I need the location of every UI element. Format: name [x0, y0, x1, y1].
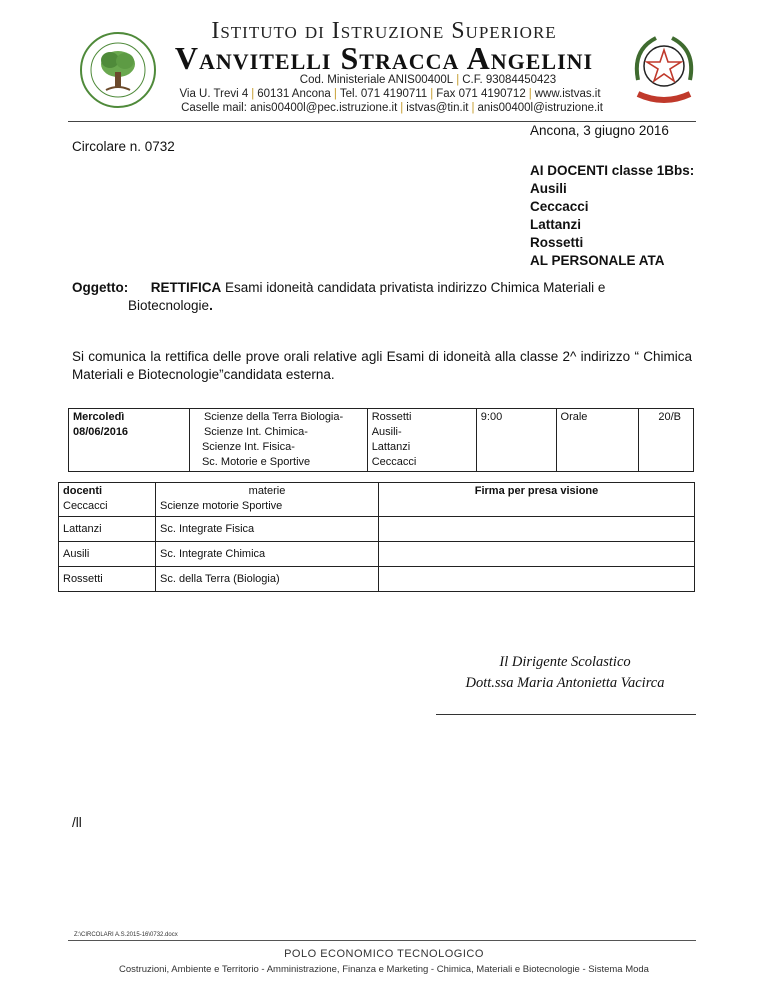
school-name-heading: Vanvitelli Stracca Angelini: [174, 40, 594, 76]
school-type-heading: Istituto di Istruzione Superiore: [211, 18, 557, 44]
initials-reference: /ll: [72, 815, 82, 830]
document-date: Ancona, 3 giugno 2016: [530, 123, 669, 138]
separator-icon: |: [400, 102, 404, 114]
separator-icon: |: [251, 88, 255, 100]
exam-teacher: Ceccacci: [371, 456, 417, 468]
recipient-line: AI DOCENTI classe 1Bbs:: [530, 163, 695, 178]
exam-subject: Sc. Motorie e Sportive: [201, 456, 311, 468]
exam-type: Orale: [556, 409, 638, 472]
exam-date-cell: [69, 409, 190, 472]
street-address: Via U. Trevi 4: [179, 88, 249, 100]
exam-time: 9:00: [476, 409, 556, 472]
exam-subjects-cell: [189, 409, 367, 472]
signature-line: [436, 714, 696, 715]
separator-icon: |: [471, 102, 475, 114]
signer-title: Il Dirigente Scolastico: [499, 654, 631, 670]
signature-field[interactable]: [379, 517, 695, 542]
recipient-line: Lattanzi: [530, 217, 582, 232]
recipient-line: AL PERSONALE ATA: [530, 253, 665, 268]
exam-subject: Scienze Int. Chimica-: [203, 426, 308, 438]
separator-icon: |: [528, 88, 532, 100]
table-row: [59, 542, 695, 567]
separator-icon: |: [456, 74, 460, 86]
exam-teacher: Lattanzi: [371, 441, 411, 453]
city-address: 60131 Ancona: [257, 88, 331, 100]
fiscal-code: C.F. 93084450423: [462, 74, 557, 86]
website-link[interactable]: www.istvas.it: [534, 88, 601, 100]
separator-icon: |: [333, 88, 337, 100]
footer-title: POLO ECONOMICO TECNOLOGICO: [284, 948, 484, 960]
pec-mail[interactable]: Caselle mail: anis00400l@pec.istruzione.it: [181, 102, 398, 114]
subject-name: Sc. della Terra (Biologia): [156, 567, 379, 592]
teachers-signature-table: [58, 482, 695, 592]
phone-number: Tel. 071 4190711: [339, 88, 428, 100]
exam-schedule-table: [68, 408, 694, 472]
subject-cell: [156, 483, 379, 517]
recipient-line: Ceccacci: [530, 199, 589, 214]
teacher-cell: [59, 483, 156, 517]
subject-highlight: RETTIFICA: [150, 280, 222, 295]
exam-room: 20/B: [638, 409, 693, 472]
exam-teacher: Ausili-: [371, 426, 402, 438]
teacher-name: Ausili: [59, 542, 156, 567]
exam-teachers-cell: [367, 409, 476, 472]
exam-day: Mercoledì: [73, 411, 125, 423]
exam-teacher: Rossetti: [371, 411, 412, 423]
recipient-line: Rossetti: [530, 235, 584, 250]
istruzione-mail[interactable]: anis00400l@istruzione.it: [477, 102, 603, 114]
table-row: [59, 567, 695, 592]
subject-name: Sc. Integrate Fisica: [156, 517, 379, 542]
table-row: [69, 409, 694, 472]
intro-paragraph: Si comunica la rettifica delle prove orali relative agli Esami di idoneità alla classe 2^ indirizzo “ Chimica Materiali e Biotecnologie”candidata esterna.: [72, 349, 692, 382]
fax-number: Fax 071 4190712: [436, 88, 526, 100]
signer-name: Dott.ssa Maria Antonietta Vacirca: [465, 675, 665, 691]
column-header-materie: materie: [248, 485, 286, 497]
exam-subject: Scienze Int. Fisica-: [201, 441, 295, 453]
subject-name: Scienze motorie Sportive: [160, 500, 283, 512]
signature-field[interactable]: [379, 542, 695, 567]
subject-end: .: [209, 298, 213, 313]
column-header-firma: Firma per presa visione: [379, 483, 695, 517]
signature-field[interactable]: [379, 567, 695, 592]
subject-text: Esami idoneità candidata privatista indirizzo Chimica Materiali e: [221, 280, 606, 295]
footer-courses: Costruzioni, Ambiente e Territorio - Amministrazione, Finanza e Marketing - Chimica, Materiali e Biotecnologie - Sistema Moda: [119, 964, 649, 975]
table-row: [59, 517, 695, 542]
ministerial-code: Cod. Ministeriale ANIS00400L: [299, 74, 454, 86]
exam-subject: Scienze della Terra Biologia-: [203, 411, 344, 423]
subject-name: Sc. Integrate Chimica: [156, 542, 379, 567]
table-row: [59, 483, 695, 517]
teacher-name: Ceccacci: [63, 500, 108, 512]
republic-emblem-icon: [626, 30, 702, 110]
column-header-docenti: docenti: [63, 485, 103, 497]
subject-text-cont: Biotecnologie: [128, 298, 210, 313]
recipient-line: Ausili: [530, 181, 567, 196]
teacher-name: Lattanzi: [59, 517, 156, 542]
footer-divider: [68, 940, 696, 941]
exam-date: 08/06/2016: [73, 426, 129, 438]
tin-mail[interactable]: istvas@tin.it: [406, 102, 469, 114]
subject-paragraph: [72, 279, 690, 315]
recipients-block: [530, 162, 694, 270]
circular-number: Circolare n. 0732: [72, 139, 175, 154]
file-path: Z:\CIRCOLARI A.S.2015-16\0732.docx: [74, 932, 178, 938]
teacher-name: Rossetti: [59, 567, 156, 592]
subject-label: Oggetto:: [72, 280, 129, 295]
separator-icon: |: [430, 88, 434, 100]
